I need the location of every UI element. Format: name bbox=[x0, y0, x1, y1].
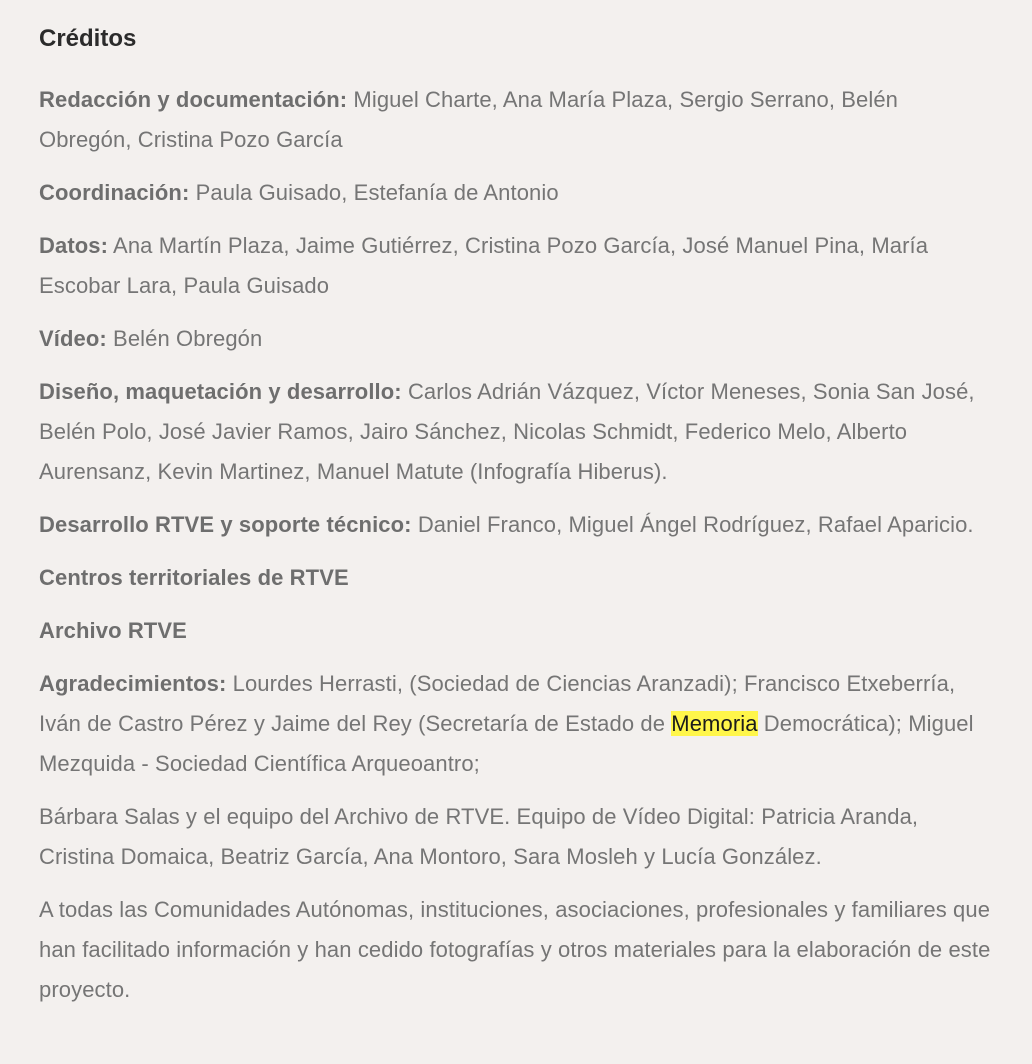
highlighted-word: Memoria bbox=[671, 711, 758, 736]
credit-comunidades bbox=[39, 890, 993, 1010]
credit-archivo bbox=[39, 611, 993, 651]
credit-coordinacion-names: Paula Guisado, Estefanía de Antonio bbox=[189, 180, 559, 205]
credit-redaccion-label: Redacción y documentación: bbox=[39, 87, 348, 112]
credit-datos bbox=[39, 226, 993, 306]
credit-video-label: Vídeo: bbox=[39, 326, 107, 351]
credit-agradecimientos-text-after: Democrática); Miguel Mezquida - Sociedad Científica Arqueoantro; bbox=[39, 711, 974, 776]
credit-datos-label: Datos: bbox=[39, 233, 109, 258]
credit-diseno-names: Carlos Adrián Vázquez, Víctor Meneses, Sonia San José, Belén Polo, José Javier Ramos, Jairo Sánchez, Nicolas Schmidt, Federico Melo, Alberto Aurensanz, Kevin Martinez, Manuel Matute (Infografía Hiberus). bbox=[39, 379, 975, 484]
credit-barbara bbox=[39, 797, 993, 877]
credit-archivo-label: Archivo RTVE bbox=[39, 618, 187, 643]
credit-datos-names: Ana Martín Plaza, Jaime Gutiérrez, Cristina Pozo García, José Manuel Pina, María Escobar Lara, Paula Guisado bbox=[39, 233, 929, 298]
credit-desarrollo-rtve bbox=[39, 505, 993, 545]
credit-diseno-label: Diseño, maquetación y desarrollo: bbox=[39, 379, 402, 404]
credit-centros bbox=[39, 558, 993, 598]
credit-agradecimientos-text-before: Lourdes Herrasti, (Sociedad de Ciencias Aranzadi); Francisco Etxeberría, Iván de Castro Pérez y Jaime del Rey (Secretaría de Estado de bbox=[39, 671, 956, 736]
credit-video-names: Belén Obregón bbox=[106, 326, 263, 351]
credit-comunidades-text: A todas las Comunidades Autónomas, instituciones, asociaciones, profesionales y familiares que han facilitado información y han cedido fotografías y otros materiales para la elaboración de este proyecto. bbox=[39, 897, 991, 1002]
credit-desarrollo-rtve-names: Daniel Franco, Miguel Ángel Rodríguez, Rafael Aparicio. bbox=[411, 512, 974, 537]
credit-barbara-text: Bárbara Salas y el equipo del Archivo de RTVE. Equipo de Vídeo Digital: Patricia Aranda, Cristina Domaica, Beatriz García, Ana Montoro, Sara Mosleh y Lucía González. bbox=[39, 804, 919, 869]
credit-agradecimientos bbox=[39, 664, 993, 784]
credit-video bbox=[39, 319, 993, 359]
credit-redaccion-names: Miguel Charte, Ana María Plaza, Sergio Serrano, Belén Obregón, Cristina Pozo García bbox=[39, 87, 899, 152]
credit-centros-label: Centros territoriales de RTVE bbox=[39, 565, 349, 590]
credit-coordinacion-label: Coordinación: bbox=[39, 180, 190, 205]
credit-desarrollo-rtve-label: Desarrollo RTVE y soporte técnico: bbox=[39, 512, 412, 537]
credit-redaccion bbox=[39, 80, 993, 160]
credit-diseno bbox=[39, 372, 993, 492]
credit-coordinacion bbox=[39, 173, 993, 213]
credit-agradecimientos-label: Agradecimientos: bbox=[39, 671, 227, 696]
credits-title: Créditos bbox=[39, 25, 137, 52]
